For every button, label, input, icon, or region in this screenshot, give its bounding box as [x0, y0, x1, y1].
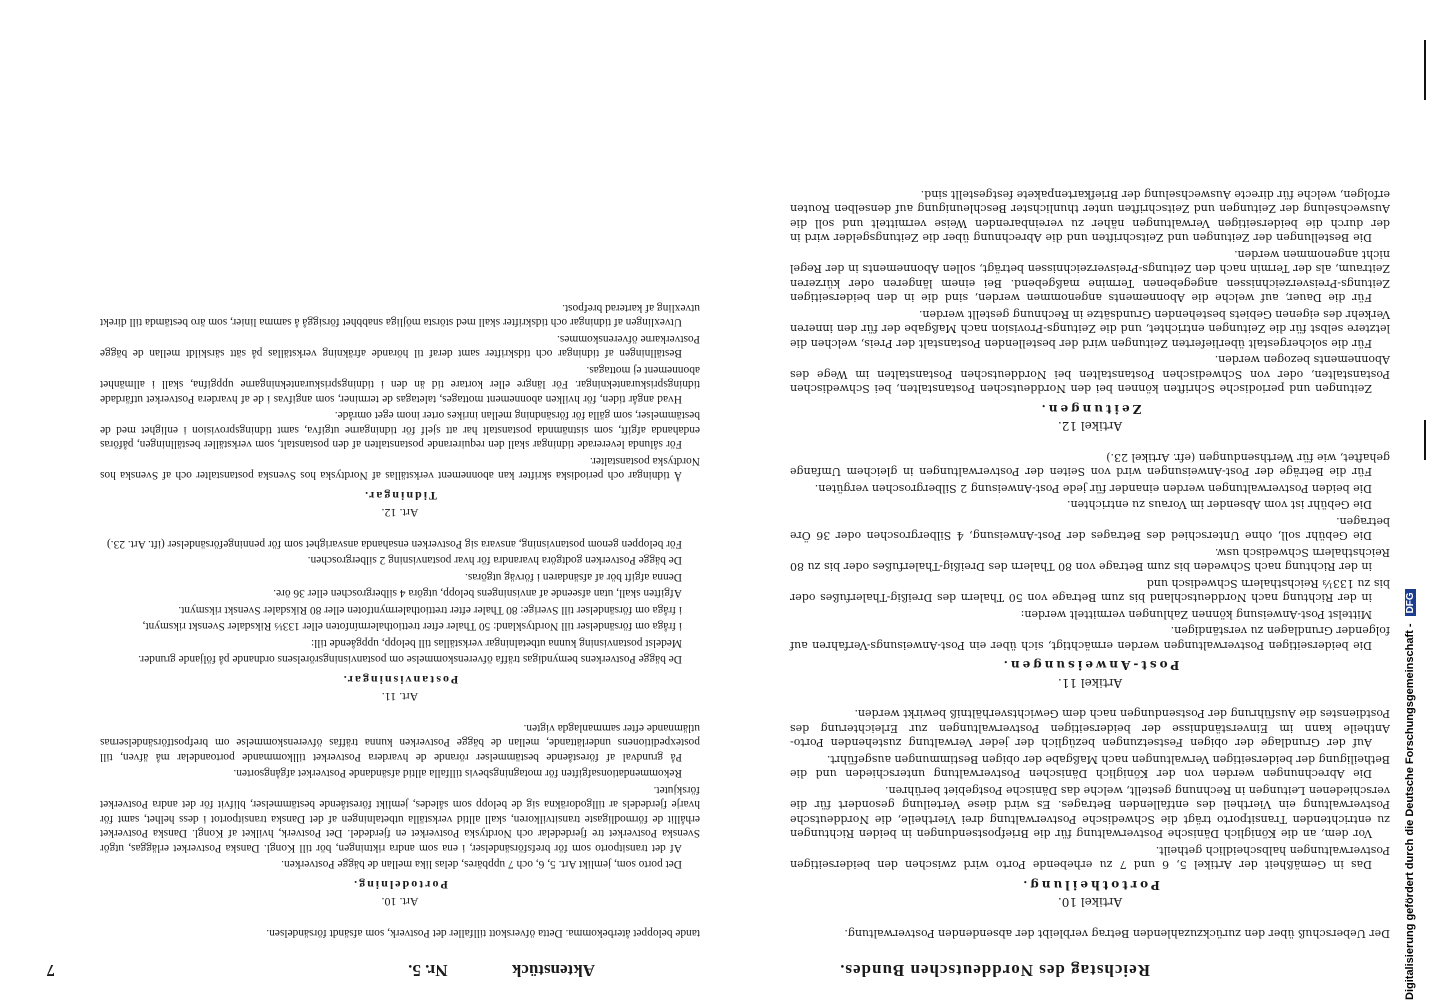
german-article-11-heading: Post-Anweisungen.: [1000, 658, 1180, 673]
swedish-art11-paragraph: Afgiften skall, utan afseende af anvisningens belopp, utgöra 4 silbergroschen eller 36 öre.: [273, 587, 682, 600]
swedish-article-12-title: Art. 12.: [381, 506, 419, 521]
swedish-article-10-title: Art. 10.: [381, 895, 419, 910]
swedish-art11-paragraph: Medelst postanvisning kunna utbetalningar verkställas till belopp, uppgående till:: [310, 637, 682, 649]
swedish-article-10-heading: Portodelning.: [352, 878, 448, 892]
german-article-10-title: Artikel 10.: [1057, 895, 1123, 910]
german-art11-paragraph: Die Gebühr soll, ohne Unterschied des Betrages der Post-Anweisung, 4 Silbergroschen oder 36 Öre betragen.: [790, 515, 1390, 543]
swedish-art12-paragraph: Beställningen af tidningar och tidskrifter samt deraf til hörande afräkning verkställas på sätt särskildt mellan de bägge Postverkarne öfverenskommes.: [100, 333, 700, 360]
swedish-art10-paragraph: Af det transitporto som för brefsförsändelser, i ena som andra riktningen, bör till Kongl. Danska Postverket erläggas, utgör Svenska Postverket tre fjerdedelar och Nordtyska Postverket en fjerdedel. Det Postverk, hvilket af Kongl. Danska Postverket erhållit de förmodligaste transitvilkoren, skall alltid verkställa utbetalningen af det Danska transitportot i dess helhet, samt för hvarje fjerdedels ar tillgodoräkna sig de belopp som således, jemlikt förestående bestämmelser, blifvit för det andra Postverket förskjutet.: [100, 784, 700, 854]
german-art11-paragraph: Die beiden Postverwaltungen werden einander für jede Post-Anweisung 2 Silbergroschen vergüten.: [814, 482, 1372, 495]
swedish-article-11-title: Art. 11.: [381, 690, 419, 705]
scan-edge-mark: [1424, 40, 1426, 100]
digitisation-credit: [1404, 0, 1416, 1000]
german-art10-paragraph: Die Abrechnungen werden von der Königlich Dänischen Postverwaltung unterschieden und die Betheiligung der beiderseitigen Verwaltungen nach Maßgabe der obigen Bestimmungen ausgeführt.: [790, 753, 1390, 781]
german-column: [790, 185, 1390, 941]
german-art12-paragraph: Für die solchergestalt überlieferten Zeitungen wird der bestellenden Postanstalt der Preis, welchen die letztere selbst für die Zeitungen entrichtet, und die Zeitungs-Provision nach Maßgabe der für den inneren Verkehr des eigenen Gebiets bestehenden Grundsätze in Rechnung gestellt werden.: [790, 308, 1390, 350]
swedish-article-11-heading: Postanvisningar.: [341, 673, 459, 687]
swedish-art12-paragraph: För sålunda levererade tidningar skall den requirerande postanstalten af den postanstalt, som verkställer beställningen, påföras endahanda afgift, som sistnämnda postanstalt har att sjelf för tidningarne utgifva, samt tidningsprovision i enlighet med de bestämmelser, som gälla för försändning mellan inrikes orter inom eget område.: [100, 409, 700, 451]
german-art11-paragraph: Die beiderseitigen Postverwaltungen werden ermächtigt, sich über ein Post-Anweisungs-Verfahren auf folgender Grundlagen zu verständigen.: [790, 624, 1390, 652]
swedish-art11-paragraph: För beloppen genom postanvisning, ansvara sig Postverken ensahanda ansvarighet som för penningeförsändelser (ift. Art. 23.): [106, 538, 682, 550]
german-art12-paragraph: Die Bestellungen der Zeitungen und Zeitschriften und die Abrechnung über die Zeitungsgelder wird in der durch die beiderseitigen Verwaltungen näher zu vereinbarenden Weise vermittelt und soll die Auswechselung der Zeitungen und Zeitschriften unter thunlichster Beschleunigung auf denselben Routen erfolgen, welche für directe Auswechselung der Briefkartenpakete festgestellt sind.: [790, 188, 1390, 245]
swedish-art11-paragraph: De bägge Postverken godtgöra hvarandra för hvar postanvisning 2 silbergroschen.: [307, 554, 682, 567]
german-intro: Der Ueberschuß über den zurückzuzahlenden Betrag verbleibt der absendenden Postverwaltung.: [844, 927, 1390, 940]
swedish-art12-paragraph: Utvexlingen af tidningar och tidskrifter skall med största möjliga snabbhet försiggå å samma linier, som äro bestämda till direkt utvexling af karterad brefpost.: [100, 302, 700, 329]
german-article-11-title: Artikel 11.: [1057, 676, 1123, 690]
rotated-document-spread: [30, 20, 1400, 980]
swedish-art11-paragraph: Denna afgift bör af afsändaren i förväg utgöras.: [465, 571, 682, 583]
swedish-column: [100, 299, 700, 941]
german-article-12-title: Artikel 12.: [1057, 419, 1123, 434]
scan-edge-mark: [1424, 420, 1426, 460]
german-art10-paragraph: Das in Gemäßheit der Artikel 5, 6 und 7 zu erhebende Porto wird zwischen den beiderseitigen Postverwaltungen halbscheidlich getheilt.: [790, 844, 1390, 872]
german-art12-paragraph: Zeitungen und periodische Schriften können bei den Norddeutschen Postanstalten, bei Schwedischen Postanstalten, oder von Schwedischen Postanstalten bei Norddeutschen Postanstalten im Wege des Abonnements bezogen werden.: [790, 353, 1390, 396]
credit-text: Digitalisierung gefördert durch die Deutsche Forschungsgemeinschaft -: [1404, 623, 1416, 1000]
dfg-logo: DFG: [1405, 589, 1416, 616]
swedish-art10-paragraph: Det porto som, jemlikt Art. 5, 6, och 7 uppbäres, delas lika mellan de bägge Postverken.: [281, 858, 682, 871]
german-article-12-heading: Zeitungen.: [1038, 402, 1142, 416]
swedish-art11-paragraph: i fråga om försändelser till Sverige: 80 Thaler efter trettiothalermyntfoten eller 80 Riksdaler Svenskt riksmynt.: [178, 604, 682, 616]
german-art11-paragraph: in der Richtung nach Schweden bis zum Betrage von 80 Thalern des Dreißig-Thalerfußes oder bis zu 80 Reichsthalern Schwedisch usw.: [790, 546, 1390, 574]
german-art11-paragraph: in der Richtung nach Norddeutschland bis zum Betrage von 50 Thalern des Dreißig-Thalerfußes oder bis zu 133⅓ Reichsthalern Schwedisch und: [790, 577, 1390, 605]
swedish-art10-paragraph: På grundval af förestående bestämmelser rörande de hvardera Postverket tillkommande portoandelar må äfven, till postexpeditionens underlättande, mellan de bägge Postverken kunna träffas öfverenskommelse om brefpostförsändelsernas utlämnande efter sammanlagda vigten.: [100, 722, 700, 763]
german-art10-paragraph: Vor dem, an die Königlich Dänische Postverwaltung für die Briefpostsendungen in beiden Richtungen zu entrichtenden Transitporto trägt die Schwedische Postverwaltung drei Viertheile, die Norddeutsche Postverwaltung ein Viertheil des entfallenden Betrages. Es wird diese Verteilung gesondert für die verschiedenen Leitungen in Rechnung gestellt, welche das Dänische Postgebiet berühren.: [790, 784, 1390, 841]
swedish-intro: tande beloppet återbekomma. Detta öfverskott tillfaller det Postverk, som afsändt försändelsen.: [266, 927, 700, 939]
swedish-art12-paragraph: Hvad angår tiden, för hvilken abonnement mottages, taletagas de terminer, som angifvas i de af hvardera Postverket utfärdade tidningspriskurantekningar. För längre eller kortare tid än den i tidningspriskurantekningarne uppgifna, skall i allmänhet abonnement ej mottagas.: [100, 364, 700, 405]
running-head-right-label: Aktenstück: [511, 961, 595, 980]
swedish-art10-paragraph: Rekommendationsafgiften för motagningsbevis tillfalla alltid afsändande Postverket afgångsorten.: [233, 767, 682, 780]
running-head-right: [408, 948, 595, 980]
german-art10-paragraph: Auf der Grundlage der obigen Festsetzungen bezüglich der jeder Verwaltung zustehenden Porto-Antheile kann im Einverständnisse der beiderseitigen Postverwaltungen zur Erleichterung des Postdienstes die Ausführung der Postsendungen nach dem Gewichtsverhältniß bewirkt werden.: [790, 707, 1390, 750]
german-art12-paragraph: Für die Dauer, auf welche die Abonnements angenommen werden, sind die in den beiderseitigen Zeitungs-Preisverzeichnissen angegebenen Termine maßgebend. Bei einem längeren oder kürzeren Zeitraum, als der Termin nach den Zeitungs-Preisverzeichnissen beträgt, sollen Abonnements in der Regel nicht angenommen werden.: [790, 248, 1390, 305]
swedish-article-12-heading: Tidningar.: [363, 489, 437, 503]
running-head-left: Reichstag des Norddeutschen Bundes.: [839, 961, 1150, 980]
document-number: Nr. 5.: [408, 961, 448, 980]
german-article-10-heading: Portotheilung.: [1020, 878, 1160, 892]
swedish-art11-paragraph: i fråga om försändelser till Nordtyskland: 50 Thaler efter trettiothalermínfoten eller 133⅓ Riksdaler Svenskt riksmynt,: [142, 620, 682, 633]
swedish-art12-paragraph: Å tidningar och periodiska skrifter kan abonnement verkställas af Nordtyska hos Svenska postanstalter och af Svenska hos Nordtyska postanstalter.: [100, 455, 700, 482]
german-art11-paragraph: Die Gebühr ist vom Absender im Voraus zu entrichten.: [1067, 498, 1372, 512]
swedish-art11-paragraph: De bägge Postverkens bemyndigas träffa öfverenskommelse om postanvisningsrörelsens ordnande på följande grunder.: [138, 653, 682, 666]
german-art11-paragraph: Mittelst Post-Anweisung können Zahlungen vermittelt werden:: [1020, 608, 1372, 621]
page-number: 7: [46, 961, 55, 980]
german-art11-paragraph: Für die Beträge der Post-Anweisungen wird von Seiten der Postverwaltungen in gleichem Umfange gehaftet, wie für Werthsendungen (efr. Artikel 23.): [790, 451, 1390, 479]
